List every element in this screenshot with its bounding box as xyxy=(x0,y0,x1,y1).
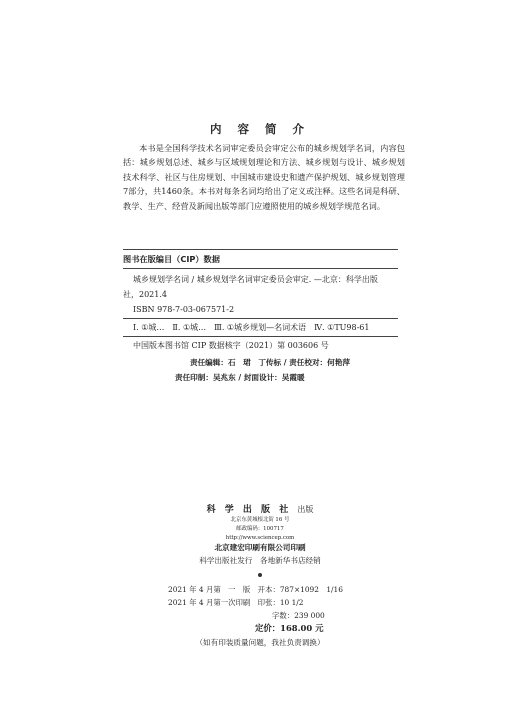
cip-isbn-rule xyxy=(123,318,398,319)
publisher-suffix: 出版 xyxy=(297,505,314,514)
quality-notice: （如有印装质量问题，我社负责调换） xyxy=(195,638,325,647)
content-summary xyxy=(123,141,405,213)
cip-classification: Ⅰ. ①城… Ⅱ. ①城… Ⅲ. ①城乡规划—名词术语 Ⅳ. ①TU98-61 xyxy=(133,323,370,332)
credits-line-2: 责任印制：吴兆东 / 封面设计：吴霞暖 xyxy=(175,373,305,382)
cip-record: 中国版本图书馆 CIP 数据核字（2021）第 003606 号 xyxy=(133,341,329,350)
cip-line-2: 社，2021.4 xyxy=(123,290,167,299)
distribution: 科学出版社发行 各地新华书店经销 xyxy=(199,556,321,565)
cip-bottom-rule xyxy=(123,336,398,337)
publisher-name-text: 科 学 出 版 社 xyxy=(206,505,292,515)
price: 定价：168.00 元 xyxy=(255,623,324,633)
cip-line-1: 城乡规划学名词 / 城乡规划学名词审定委员会审定. —北京：科学出版 xyxy=(133,275,378,284)
publisher-name xyxy=(0,502,520,515)
cip-heading-rule xyxy=(123,268,398,269)
publisher-website: http://www.sciencep.com xyxy=(225,535,295,541)
credits-line-1: 责任编辑：石 珺 丁传标 / 责任校对：何艳萍 xyxy=(190,358,350,367)
cip-heading: 图书在版编目（CIP）数据 xyxy=(123,254,220,264)
word-count: 字数：239 000 xyxy=(272,611,325,620)
cip-top-rule xyxy=(123,249,398,250)
separator-dot xyxy=(258,573,262,577)
publisher-address: 北京东黄城根北街 16 号 xyxy=(230,517,290,523)
printing-info: 2021 年 4 月第一次印刷 印张：10 1/2 xyxy=(168,598,304,607)
edition-info: 2021 年 4 月第 一 版 开本：787×1092 1/16 xyxy=(168,585,343,594)
summary-text: 本书是全国科学技术名词审定委员会审定公布的城乡规划学名词，内容包括：城乡规划总述、城乡与区域规划理论和方法、城乡规划与设计、城乡规划技术科学、社区与住房规划、中国城市建设史和遗产保护规划、城乡规划管理7部分，共1460条。本书对每条名词均给出了定义或注释。这些名词是科研、教学、生产、经营及新闻出版等部门应遵照使用的城乡规划学规范名词。 xyxy=(123,143,405,211)
cip-isbn: ISBN 978-7-03-067571-2 xyxy=(133,305,235,314)
publisher-postcode: 邮政编码：100717 xyxy=(236,526,284,532)
printer: 北京建宏印刷有限公司印刷 xyxy=(214,543,306,552)
page-title: 内 容 简 介 xyxy=(209,122,310,136)
